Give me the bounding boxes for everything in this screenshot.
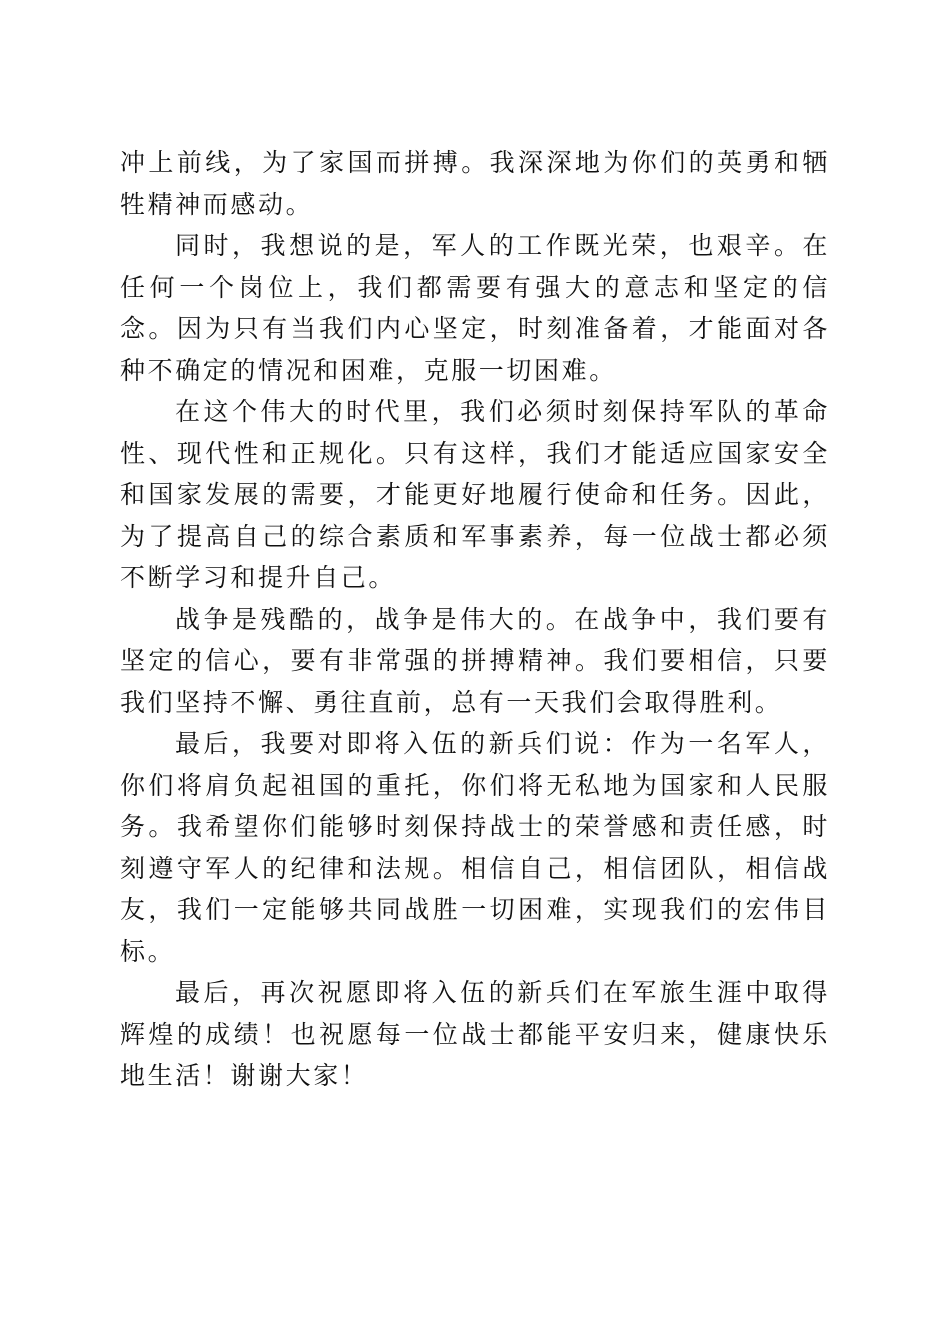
- paragraph-continuation: 冲上前线，为了家国而拼搏。我深深地为你们的英勇和牺牲精神而感动。: [120, 148, 830, 219]
- paragraph-war: 战争是残酷的，战争是伟大的。在战争中，我们要有坚定的信心，要有非常强的拼搏精神。我们要相信，只要我们坚持不懈、勇往直前，总有一天我们会取得胜利。: [120, 604, 830, 717]
- paragraph-closing: 最后，再次祝愿即将入伍的新兵们在军旅生涯中取得辉煌的成绩！也祝愿每一位战士都能平安归来，健康快乐地生活！谢谢大家！: [120, 978, 830, 1090]
- paragraph-era: 在这个伟大的时代里，我们必须时刻保持军队的革命性、现代性和正规化。只有这样，我们才能适应国家安全和国家发展的需要，才能更好地履行使命和任务。因此，为了提高自己的综合素质和军事素养，每一位战士都必须不断学习和提升自己。: [120, 397, 830, 592]
- document-body: [120, 142, 830, 1097]
- paragraph-hardship: 同时，我想说的是，军人的工作既光荣，也艰辛。在任何一个岗位上，我们都需要有强大的意志和坚定的信念。因为只有当我们内心坚定，时刻准备着，才能面对各种不确定的情况和困难，克服一切困难。: [120, 231, 830, 385]
- paragraph-message-to-recruits: 最后，我要对即将入伍的新兵们说：作为一名军人，你们将肩负起祖国的重托，你们将无私地为国家和人民服务。我希望你们能够时刻保持战士的荣誉感和责任感，时刻遵守军人的纪律和法规。相信自己，相信团队，相信战友，我们一定能够共同战胜一切困难，实现我们的宏伟目标。: [120, 729, 830, 966]
